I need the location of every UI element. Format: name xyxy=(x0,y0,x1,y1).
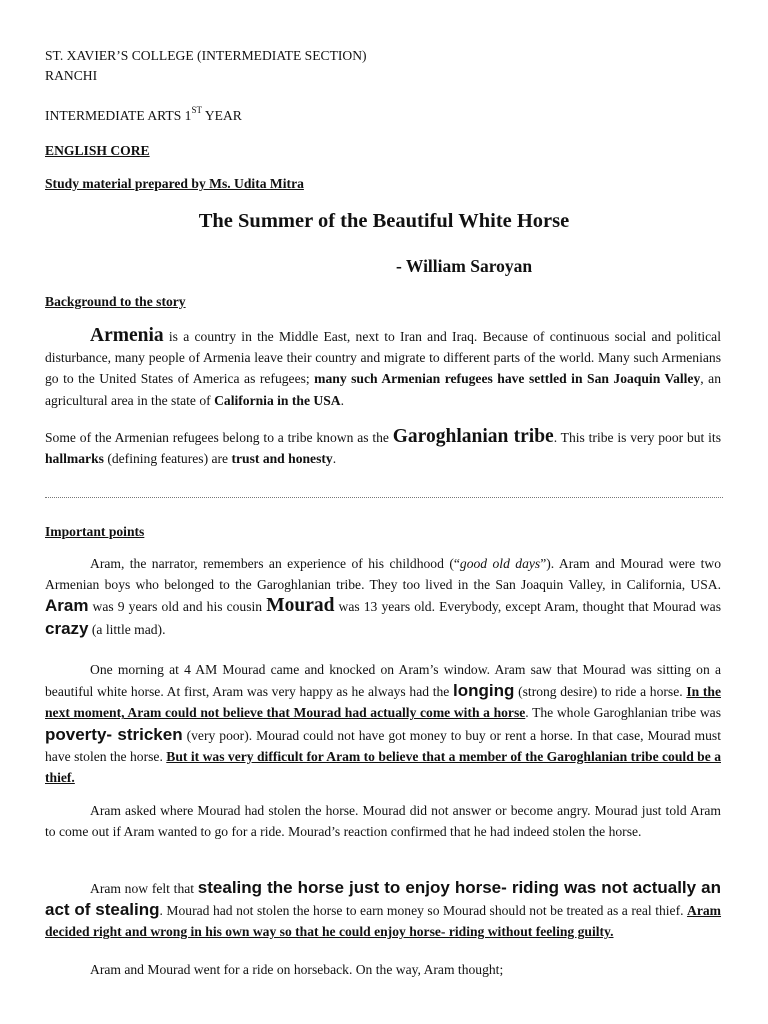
background-paragraph-2: Some of the Armenian refugees belong to a tribe known as the Garoghlanian tribe. This tribe is very poor but its hallmarks (defining features) are trust and honesty. xyxy=(45,426,721,467)
dotted-divider xyxy=(45,497,723,498)
background-paragraph-1: Armenia is a country in the Middle East, next to Iran and Iraq. Because of continuous social and political disturbance, many people of Armenia leave their country and migrate to different parts of the world. Many such Armenians go to the United States of America as refugees; many such Armenian refugees have settled in San Joaquin Valley, an agricultural area in the state of California in the USA. xyxy=(45,325,721,408)
class-prefix: INTERMEDIATE ARTS 1 xyxy=(45,108,192,123)
class-line xyxy=(45,105,242,123)
important-paragraph-3: Aram asked where Mourad had stolen the horse. Mourad did not answer or become angry. Mourad just told Aram to come out if Aram wanted to go for a ride. Mourad’s reaction confirmed that he had indeed stolen the horse. xyxy=(45,803,721,840)
subject-heading: ENGLISH CORE xyxy=(45,143,150,158)
background-heading: Background to the story xyxy=(45,294,186,309)
story-author: - William Saroyan xyxy=(396,256,533,276)
story-title: The Summer of the Beautiful White Horse xyxy=(198,210,570,232)
class-suffix: YEAR xyxy=(201,108,242,123)
important-paragraph-5: Aram and Mourad went for a ride on horseback. On the way, Aram thought; xyxy=(90,962,504,977)
class-superscript: ST xyxy=(191,105,202,115)
college-name: ST. XAVIER’S COLLEGE (INTERMEDIATE SECTION) xyxy=(45,48,367,63)
important-paragraph-2: One morning at 4 AM Mourad came and knocked on Aram’s window. Aram saw that Mourad was sitting on a beautiful white horse. At first, Aram was very happy as he always had the longing (strong desire) to ride a horse. In the next moment, Aram could not believe that Mourad had actually come with a horse. The whole Garoghlanian tribe was poverty- stricken (very poor). Mourad could not have got money to buy or rent a horse. In that case, Mourad must have stolen the horse. But it was very difficult for Aram to believe that a member of the Garoghlanian tribe could be a thief. xyxy=(45,662,721,786)
important-heading: Important points xyxy=(45,524,145,539)
prepared-by: Study material prepared by Ms. Udita Mitra xyxy=(45,176,304,191)
tribe-keyword: Garoghlanian tribe xyxy=(392,426,554,447)
armenia-keyword: Armenia xyxy=(90,325,164,346)
college-city: RANCHI xyxy=(45,68,98,83)
important-paragraph-1: Aram, the narrator, remembers an experience of his childhood (“good old days”). Aram and Mourad were two Armenian boys who belonged to the Garoghlanian tribe. They too lived in the San Joaquin Valley, in California, USA. Aram was 9 years old and his cousin Mourad was 13 years old. Everybody, except Aram, thought that Mourad was crazy (a little mad). xyxy=(45,556,721,638)
important-paragraph-4: Aram now felt that stealing the horse just to enjoy horse- riding was not actually an act of stealing. Mourad had not stolen the horse to earn money so Mourad should not be treated as a real thief. Aram decided right and wrong in his own way so that he could enjoy horse- riding without feeling guilty. xyxy=(45,878,722,940)
